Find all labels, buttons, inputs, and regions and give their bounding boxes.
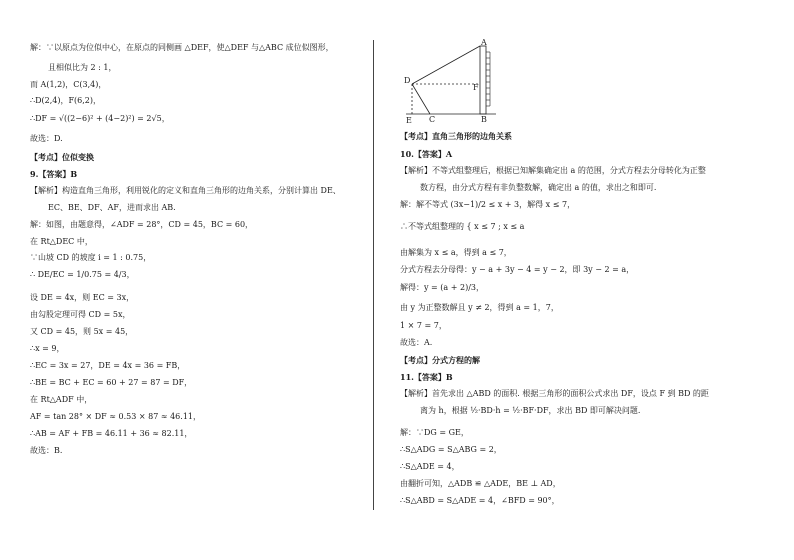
text-line: ∴AB = AF + FB = 46.11 + 36 ≈ 82.11， <box>30 429 193 438</box>
text-line: 在 Rt△ADF 中， <box>30 395 93 404</box>
text-line: 解得：y = (a + 2)/3， <box>400 283 484 292</box>
text-line: 【考点】分式方程的解 <box>400 355 480 365</box>
text-line: 故选：A. <box>400 338 433 347</box>
text-line: 设 DE = 4x，则 EC = 3x， <box>30 293 135 302</box>
text-line: 离为 h，根据 ½·BD·h = ½·BF·DF，求出 BD 即可解决问题. <box>420 406 641 415</box>
label-a: A <box>481 38 487 47</box>
label-d: D <box>404 76 411 85</box>
text-line: 而 A(1,2)，C(3,4)， <box>30 80 107 89</box>
text-line: ∵山坡 CD 的坡度 i = 1 : 0.75， <box>30 253 152 262</box>
text-line: 10.【答案】A <box>400 149 453 159</box>
label-e: E <box>406 116 412 124</box>
text-line: ∴S△ADE = 4， <box>400 462 460 471</box>
text-line: 分式方程去分母得：y − a + 3y − 4 = y − 2，即 3y − 2 = a， <box>400 265 635 274</box>
geometry-figure <box>400 38 510 124</box>
text-line: ∴不等式组整理的 { x ≤ 7 ; x ≤ a <box>400 222 525 231</box>
text-line: 【解析】首先求出 △ABD 的面积. 根据三角形的面积公式求出 DF，设点 F 到 BD 的距 <box>400 389 709 398</box>
text-line: 由勾股定理可得 CD = 5x， <box>30 310 131 319</box>
text-line: 且相似比为 2 : 1， <box>48 63 117 72</box>
text-line: 又 CD = 45，则 5x = 45， <box>30 327 134 336</box>
label-b: B <box>481 115 487 124</box>
text-line: AF = tan 28° × DF ≈ 0.53 × 87 ≈ 46.11， <box>30 412 201 421</box>
text-line: 解：如图，由题意得，∠ADF = 28°，CD = 45，BC = 60， <box>30 220 254 229</box>
text-line: 1 × 7 = 7， <box>400 321 447 330</box>
text-line: 9.【答案】B <box>30 169 78 179</box>
building-shape <box>480 46 486 114</box>
text-line: 11.【答案】B <box>400 372 453 382</box>
text-line: 故选：D. <box>30 134 63 143</box>
text-line: EC、BE、DF、AF，进而求出 AB. <box>48 203 176 212</box>
figure-lines <box>406 46 496 114</box>
building-windows <box>486 52 490 106</box>
text-line: ∴S△ADG = S△ABG = 2， <box>400 445 502 454</box>
text-line: ∴x = 9， <box>30 344 65 353</box>
text-line: ∴BE = BC + EC = 60 + 27 = 87 = DF， <box>30 378 193 387</box>
text-line: ∴DF = √((2−6)² + (4−2)²) = 2√5， <box>30 114 170 123</box>
text-line: 解：解不等式 (3x−1)/2 ≤ x + 3，解得 x ≤ 7， <box>400 200 576 209</box>
text-line: ∴EC = 3x = 27，DE = 4x = 36 = FB， <box>30 361 186 370</box>
label-c: C <box>429 115 436 124</box>
text-line: 由解集为 x ≤ a，得到 a ≤ 7， <box>400 248 512 257</box>
text-line: 故选：B. <box>30 446 63 455</box>
text-line: ∴S△ABD = S△ADE = 4，∠BFD = 90°， <box>400 496 560 505</box>
text-line: 数方程，由分式方程有非负整数解，确定出 a 的值，求出之和即可. <box>420 183 657 192</box>
text-line: 【考点】直角三角形的边角关系 <box>400 131 512 141</box>
text-line: 【考点】位似变换 <box>30 152 94 162</box>
text-line: 由翻折可知，△ADB ≌ △ADE，BE ⊥ AD， <box>400 479 561 488</box>
label-f: F <box>473 83 479 92</box>
text-line: 解：∵以原点为位似中心，在原点的同侧画 △DEF，使△DEF 与△ABC 成位似图形， <box>30 43 334 52</box>
text-line: 解：∵DG = GE， <box>400 428 469 437</box>
column-divider <box>373 40 374 510</box>
text-line: 由 y 为正整数解且 y ≠ 2，得到 a = 1，7， <box>400 303 559 312</box>
text-line: ∴D(2,4)，F(6,2)， <box>30 96 101 105</box>
text-line: ∴ DE/EC = 1/0.75 = 4/3， <box>30 270 135 279</box>
text-line: 在 Rt△DEC 中， <box>30 237 93 246</box>
text-line: 【解析】不等式组整理后，根据已知解集确定出 a 的范围，分式方程去分母转化为正整 <box>400 166 706 175</box>
text-line: 【解析】构造直角三角形，利用锐化的定义和直角三角形的边角关系，分别计算出 DE、 <box>30 186 341 195</box>
